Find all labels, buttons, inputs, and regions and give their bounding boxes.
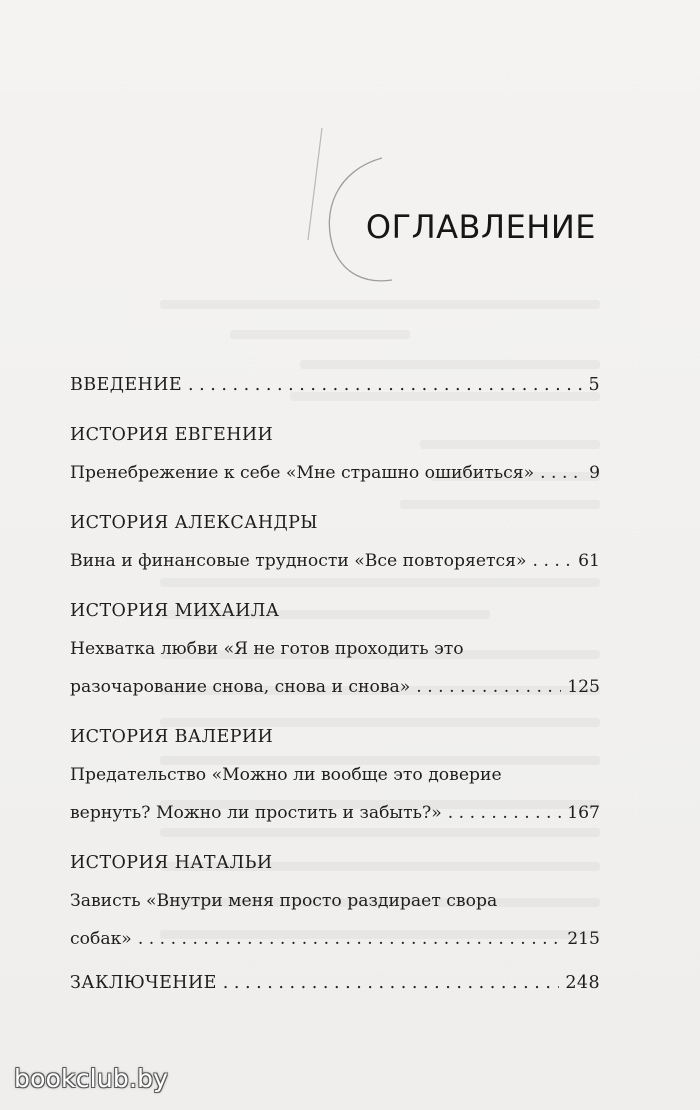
toc-page-number: 9 (589, 463, 600, 483)
toc-section-heading-alexandra (70, 504, 600, 542)
toc-section-heading-valeria (70, 718, 600, 756)
toc-entry-label: Предательство «Можно ли вообще это доверие (70, 765, 502, 785)
toc-entry-mikhail-line2[interactable] (70, 668, 600, 706)
toc-page-number: 61 (578, 551, 600, 571)
toc-section-heading-natalia (70, 844, 600, 882)
section-heading-text: ИСТОРИЯ МИХАИЛА (70, 601, 280, 621)
section-heading-text: ИСТОРИЯ ЕВГЕНИИ (70, 425, 274, 445)
toc-entry-conclusion[interactable] (70, 964, 600, 1002)
toc-entry-introduction[interactable] (70, 366, 600, 404)
toc-entry-label: ЗАКЛЮЧЕНИЕ (70, 973, 217, 993)
toc-entry-evgenia[interactable] (70, 454, 600, 492)
dot-leader (138, 920, 561, 958)
toc-entry-alexandra[interactable] (70, 542, 600, 580)
dot-leader (416, 668, 561, 706)
toc-entry-label: вернуть? Можно ли простить и забыть?» (70, 803, 442, 823)
toc-entry-label: Вина и финансовые трудности «Все повторяется» (70, 551, 527, 571)
toc-entry-natalia-line1[interactable] (70, 882, 600, 920)
toc-entry-label: ВВЕДЕНИЕ (70, 375, 182, 395)
toc-section-heading-mikhail (70, 592, 600, 630)
dot-leader (188, 366, 582, 404)
toc-entry-label: Пренебрежение к себе «Мне страшно ошибиться» (70, 463, 535, 483)
toc-entry-label: собак» (70, 929, 132, 949)
dot-leader (448, 794, 561, 832)
site-watermark: bookclub.by (14, 1064, 169, 1093)
toc-entry-label: разочарование снова, снова и снова» (70, 677, 411, 697)
table-of-contents (70, 366, 600, 1002)
dot-leader (540, 454, 583, 492)
toc-entry-mikhail-line1[interactable] (70, 630, 600, 668)
toc-entry-label: Зависть «Внутри меня просто раздирает свора (70, 891, 498, 911)
toc-entry-valeria-line1[interactable] (70, 756, 600, 794)
toc-entry-label: Нехватка любви «Я не готов проходить это (70, 639, 464, 659)
dot-leader (223, 964, 560, 1002)
section-heading-text: ИСТОРИЯ АЛЕКСАНДРЫ (70, 513, 318, 533)
toc-page-number: 167 (567, 803, 600, 823)
toc-entry-natalia-line2[interactable] (70, 920, 600, 958)
dot-leader (533, 542, 573, 580)
toc-entry-valeria-line2[interactable] (70, 794, 600, 832)
section-heading-text: ИСТОРИЯ НАТАЛЬИ (70, 853, 273, 873)
page-title: ОГЛАВЛЕНИЕ (365, 208, 596, 246)
toc-page-number: 248 (565, 973, 600, 993)
toc-page-number: 5 (588, 375, 600, 395)
toc-page-number: 125 (567, 677, 600, 697)
toc-section-heading-evgenia (70, 416, 600, 454)
decorative-curve (0, 0, 700, 320)
toc-page-number: 215 (567, 929, 600, 949)
section-heading-text: ИСТОРИЯ ВАЛЕРИИ (70, 727, 274, 747)
